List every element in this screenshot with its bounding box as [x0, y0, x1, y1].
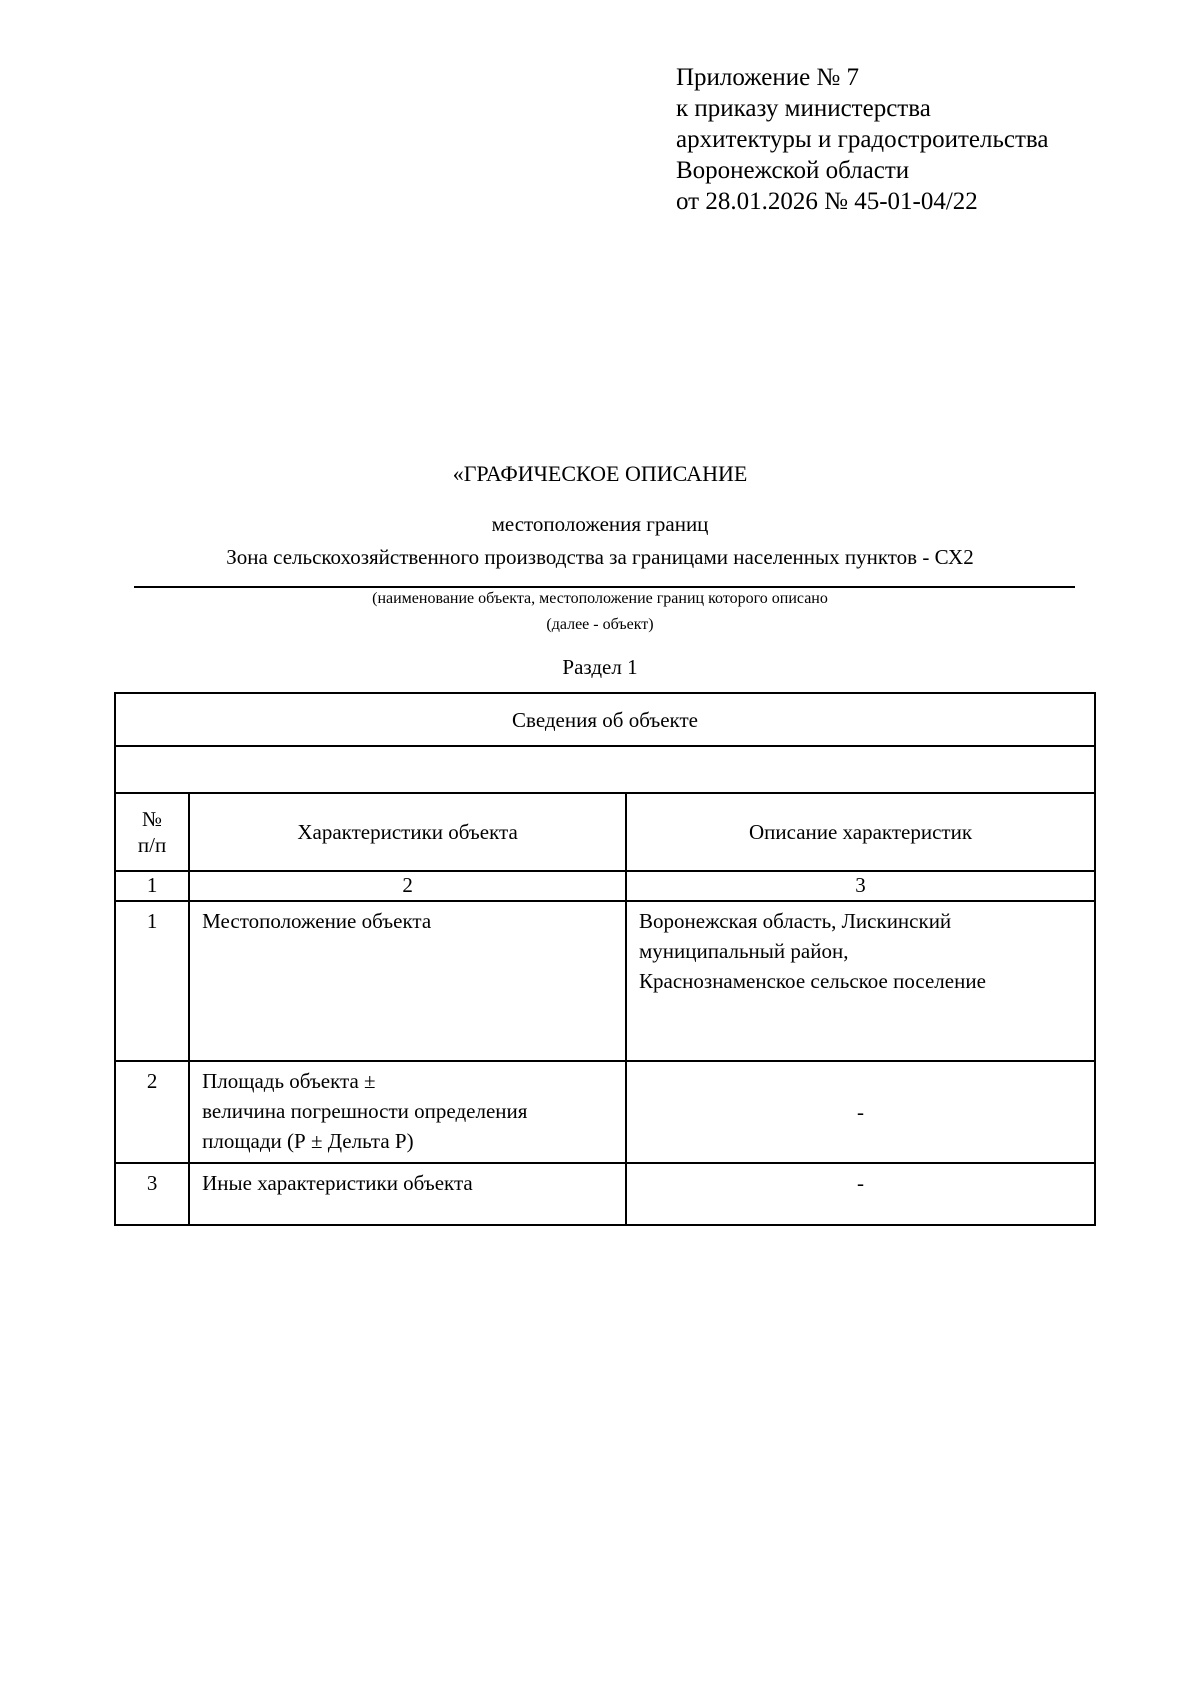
- appendix-line: Приложение № 7: [676, 64, 860, 91]
- column-number-row: [115, 871, 1095, 901]
- row-description: -: [626, 1061, 1095, 1163]
- table-empty-cell: [115, 746, 1095, 793]
- section-title: Раздел 1: [562, 655, 638, 679]
- table-empty-row: [115, 746, 1095, 793]
- table-row: [115, 1061, 1095, 1163]
- appendix-line: Воронежской области: [676, 157, 910, 184]
- document-title: «ГРАФИЧЕСКОЕ ОПИСАНИЕ: [452, 461, 748, 486]
- table-header: Сведения об объекте: [115, 693, 1095, 746]
- row-description: Воронежская область, Лискинский муниципальный район, Краснознаменское сельское поселение: [626, 901, 1095, 1061]
- column-number: 1: [115, 871, 189, 901]
- row-number: 3: [115, 1163, 189, 1225]
- table-row: [115, 901, 1095, 1061]
- appendix-line: к приказу министерства: [676, 95, 931, 122]
- row-characteristic: Площадь объекта ± величина погрешности определения площади (Р ± Дельта Р): [189, 1061, 626, 1163]
- table-header-row: [115, 693, 1095, 746]
- caption-line: (наименование объекта, местоположение границ которого описано: [372, 590, 828, 607]
- row-number: 2: [115, 1061, 189, 1163]
- column-header-number: № п/п: [115, 793, 189, 871]
- row-characteristic: Местоположение объекта: [189, 901, 626, 1061]
- column-number: 3: [626, 871, 1095, 901]
- column-header-characteristic: Характеристики объекта: [189, 793, 626, 871]
- appendix-block: [676, 62, 1048, 217]
- column-header-row: [115, 793, 1095, 871]
- row-number: 1: [115, 901, 189, 1061]
- column-header-description: Описание характеристик: [626, 793, 1095, 871]
- underline-rule: [134, 586, 1075, 588]
- column-number: 2: [189, 871, 626, 901]
- row-description: -: [626, 1163, 1095, 1225]
- object-info-table: [114, 692, 1096, 1226]
- document-subtitle: местоположения границ: [491, 512, 709, 536]
- caption-line: (далее - объект): [546, 616, 654, 633]
- object-name: Зона сельскохозяйственного производства за границами населенных пунктов - СХ2: [226, 545, 974, 569]
- row-characteristic: Иные характеристики объекта: [189, 1163, 626, 1225]
- table-row: [115, 1163, 1095, 1225]
- appendix-line: от 28.01.2026 № 45-01-04/22: [676, 188, 978, 215]
- appendix-line: архитектуры и градостроительства: [676, 126, 1049, 153]
